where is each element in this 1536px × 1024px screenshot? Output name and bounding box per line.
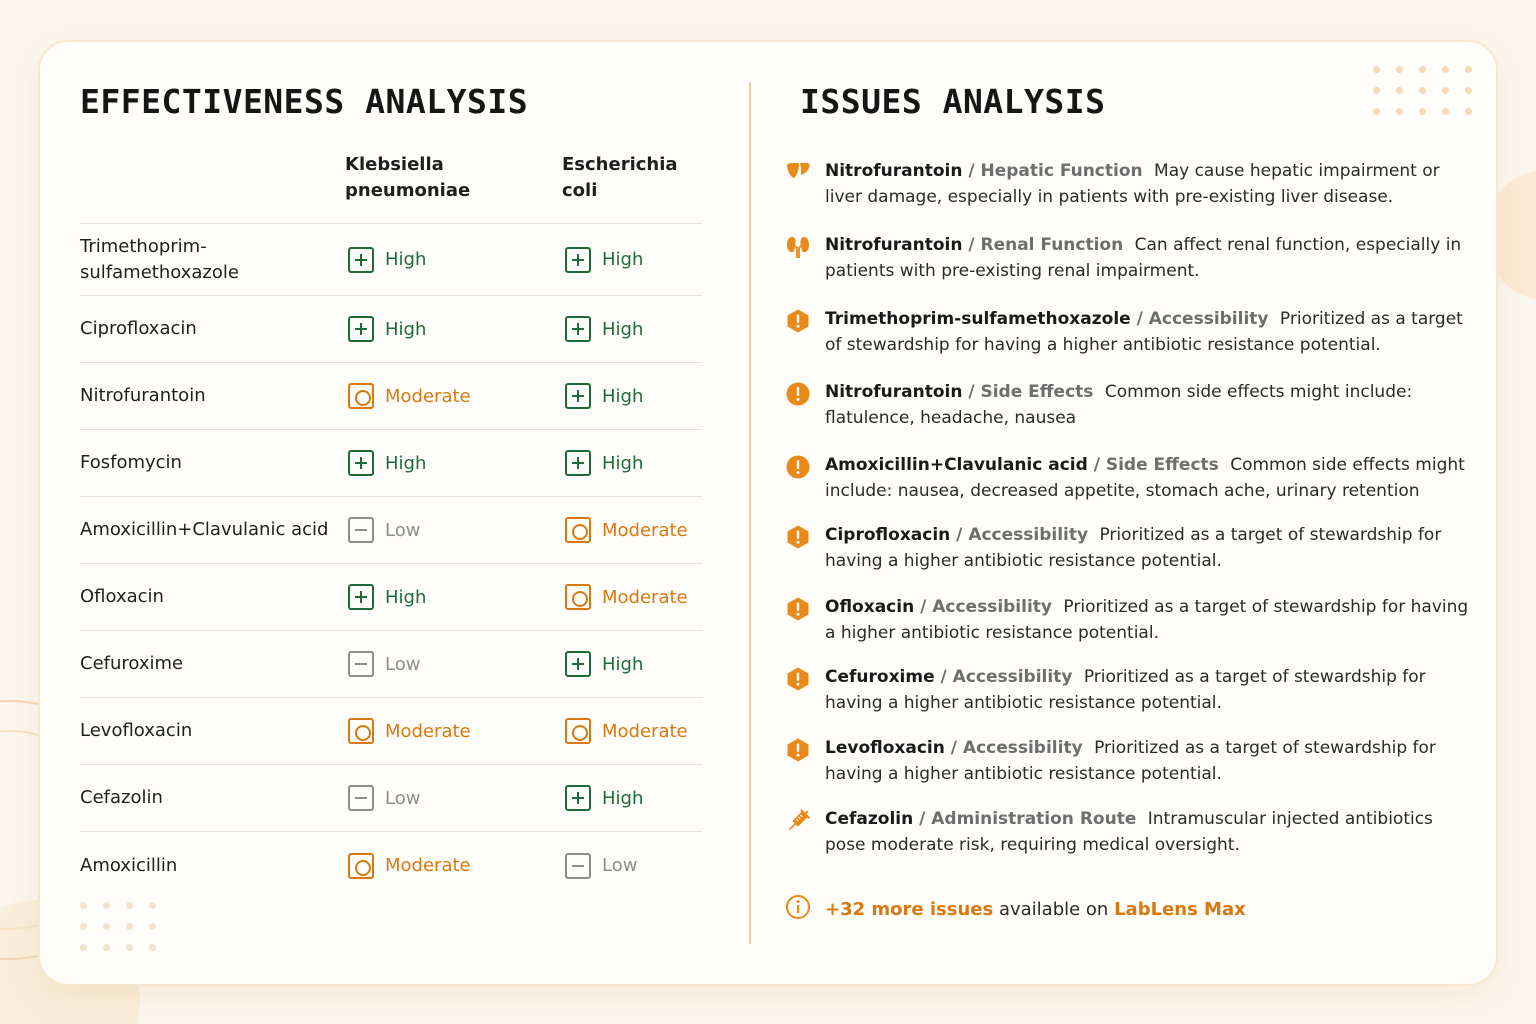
circle-box-icon [348, 383, 374, 409]
effectiveness-cell [565, 718, 688, 744]
drug-name: Fosfomycin [80, 452, 182, 473]
analysis-card [40, 42, 1496, 984]
issue-description: May cause hepatic impairment or liver damage, especially in patients with pre-existing liver disease. [825, 161, 1440, 207]
effectiveness-cell [565, 651, 643, 677]
effectiveness-cell [348, 247, 426, 273]
drug-name: Levofloxacin [80, 720, 193, 741]
issue-description: Intramuscular injected antibiotics pose moderate risk, requiring medical oversight. [825, 809, 1433, 855]
effectiveness-level: High [602, 318, 644, 340]
effectiveness-level: High [385, 249, 427, 270]
effectiveness-cell [565, 785, 643, 811]
issue-item [785, 522, 1475, 574]
issue-category: Side Effects [980, 382, 1094, 402]
column-header-ecoli: Escherichia coli [562, 154, 678, 201]
issue-drug: Cefuroxime [825, 667, 935, 687]
issue-description: Prioritized as a target of stewardship for having a higher antibiotic resistance potential. [825, 667, 1426, 713]
effectiveness-level: Moderate [385, 855, 471, 876]
table-row [80, 430, 702, 497]
effectiveness-cell [348, 383, 471, 409]
issue-drug: Nitrofurantoin [825, 161, 963, 181]
issue-item [785, 594, 1475, 646]
issue-category: Accessibility [952, 667, 1073, 687]
warning-circle-icon [785, 379, 825, 431]
drug-name: Ciprofloxacin [80, 318, 197, 339]
plus-box-icon [348, 450, 374, 476]
effectiveness-cell [565, 450, 643, 476]
plus-box-icon [565, 651, 591, 677]
warning-hexagon-icon [785, 594, 825, 646]
issue-separator: / [962, 161, 981, 181]
issue-drug: Levofloxacin [825, 738, 945, 758]
effectiveness-cell [348, 450, 426, 476]
issue-description: Prioritized as a target of stewardship for having a higher antibiotic resistance potential. [825, 525, 1442, 571]
issue-category: Accessibility [962, 738, 1083, 758]
effectiveness-level: Low [385, 519, 421, 541]
lablens-max-link[interactable]: LabLens Max [1114, 899, 1246, 920]
issue-separator: / [962, 235, 981, 255]
issue-description: Prioritized as a target of stewardship for having a higher antibiotic resistance potential. [825, 597, 1469, 643]
issue-drug: Amoxicillin+Clavulanic acid [825, 455, 1088, 475]
effectiveness-cell [565, 383, 643, 409]
effectiveness-level: Moderate [602, 586, 688, 608]
issue-description: Common side effects might include: nausea, decreased appetite, stomach ache, urinary retention [825, 455, 1465, 501]
more-issues-note [785, 894, 1246, 925]
table-header [80, 152, 702, 224]
plus-box-icon [348, 584, 374, 610]
effectiveness-level: High [385, 586, 427, 608]
effectiveness-cell [348, 785, 420, 811]
effectiveness-level: High [602, 452, 644, 474]
warning-hexagon-icon [785, 522, 825, 574]
info-icon [785, 894, 825, 925]
issue-text [825, 806, 1475, 858]
issue-item [785, 452, 1475, 504]
column-header-klebsiella: Klebsiella pneumoniae [345, 154, 471, 201]
issue-text [825, 158, 1475, 210]
syringe-icon [785, 806, 825, 858]
issue-text [825, 594, 1475, 646]
effectiveness-level: Moderate [385, 385, 471, 407]
issue-text [825, 664, 1475, 716]
effectiveness-cell [565, 853, 637, 879]
issue-item [785, 664, 1475, 716]
table-row [80, 765, 702, 832]
table-row [80, 497, 702, 564]
issue-separator: / [962, 382, 981, 402]
circle-box-icon [348, 718, 374, 744]
issue-item [785, 306, 1475, 358]
more-issues-text: available on [998, 899, 1109, 920]
issue-category: Accessibility [968, 525, 1089, 545]
warning-hexagon-icon [785, 735, 825, 787]
table-row [80, 564, 702, 631]
effectiveness-level: High [385, 452, 427, 474]
plus-box-icon [348, 247, 374, 273]
issue-separator: / [1130, 309, 1149, 329]
effectiveness-level: High [602, 787, 644, 809]
issue-drug: Ciprofloxacin [825, 525, 951, 545]
issues-title: ISSUES ANALYSIS [800, 82, 1106, 121]
issue-item [785, 806, 1475, 858]
issue-category: Side Effects [1105, 455, 1219, 475]
drug-name: Amoxicillin [80, 854, 178, 876]
plus-box-icon [565, 247, 591, 273]
effectiveness-level: Low [385, 787, 421, 809]
plus-box-icon [348, 316, 374, 342]
decorative-dots [1373, 66, 1472, 115]
effectiveness-level: Moderate [385, 720, 471, 742]
effectiveness-cell [348, 853, 471, 879]
circle-box-icon [565, 517, 591, 543]
issue-separator: / [950, 525, 969, 545]
effectiveness-cell [565, 247, 643, 273]
issue-item [785, 232, 1475, 284]
drug-name: Cefuroxime [80, 653, 184, 674]
effectiveness-cell [348, 718, 471, 744]
warning-hexagon-icon [785, 664, 825, 716]
drug-name: Amoxicillin+Clavulanic acid [80, 519, 329, 540]
panel-divider [749, 82, 751, 944]
drug-name: Ofloxacin [80, 586, 164, 607]
issue-separator: / [944, 738, 963, 758]
minus-box-icon [348, 785, 374, 811]
issue-drug: Nitrofurantoin [825, 382, 963, 402]
table-row [80, 296, 702, 363]
issue-item [785, 379, 1475, 431]
decorative-dots [80, 902, 156, 951]
issue-category: Hepatic Function [980, 161, 1143, 181]
effectiveness-level: High [602, 653, 644, 675]
effectiveness-level: Low [602, 855, 638, 876]
issue-separator: / [1087, 455, 1106, 475]
issue-drug: Ofloxacin [825, 597, 915, 617]
table-row [80, 631, 702, 698]
issue-description: Prioritized as a target of stewardship for having a higher antibiotic resistance potential. [825, 309, 1463, 355]
effectiveness-level: High [385, 318, 427, 340]
issue-category: Renal Function [980, 235, 1124, 255]
more-issues-count[interactable]: +32 more issues [825, 899, 994, 920]
table-row [80, 224, 702, 296]
issue-drug: Cefazolin [825, 809, 914, 829]
plus-box-icon [565, 450, 591, 476]
plus-box-icon [565, 383, 591, 409]
effectiveness-cell [565, 517, 688, 543]
effectiveness-level: High [602, 385, 644, 407]
issue-separator: / [934, 667, 953, 687]
kidney-icon [785, 232, 825, 284]
circle-box-icon [565, 584, 591, 610]
table-row [80, 832, 702, 899]
issue-text [825, 306, 1475, 358]
effectiveness-cell [348, 316, 426, 342]
plus-box-icon [565, 785, 591, 811]
drug-name: Cefazolin [80, 787, 163, 808]
effectiveness-table-body [80, 224, 702, 899]
issue-text [825, 379, 1475, 431]
issue-description: Prioritized as a target of stewardship for having a higher antibiotic resistance potential. [825, 738, 1436, 784]
issue-drug: Trimethoprim-sulfamethoxazole [825, 309, 1131, 329]
effectiveness-cell [348, 517, 420, 543]
drug-name: Trimethoprim-sulfamethoxazole [80, 235, 239, 283]
effectiveness-cell [348, 584, 426, 610]
effectiveness-cell [348, 651, 420, 677]
issue-text [825, 522, 1475, 574]
issue-category: Administration Route [931, 809, 1137, 829]
effectiveness-level: Low [385, 653, 421, 675]
effectiveness-level: High [602, 249, 644, 270]
issue-category: Accessibility [932, 597, 1052, 617]
issue-drug: Nitrofurantoin [825, 235, 963, 255]
effectiveness-level: Moderate [602, 519, 688, 541]
circle-box-icon [565, 718, 591, 744]
issue-separator: / [913, 809, 932, 829]
warning-hexagon-icon [785, 306, 825, 358]
issue-item [785, 735, 1475, 787]
minus-box-icon [565, 853, 591, 879]
issue-text [825, 452, 1475, 504]
effectiveness-cell [565, 584, 688, 610]
table-row [80, 698, 702, 765]
effectiveness-cell [565, 316, 643, 342]
minus-box-icon [348, 517, 374, 543]
effectiveness-level: Moderate [602, 720, 688, 742]
issue-item [785, 158, 1475, 210]
minus-box-icon [348, 651, 374, 677]
table-row [80, 363, 702, 430]
drug-name: Nitrofurantoin [80, 385, 206, 406]
issue-description: Common side effects might include: flatulence, headache, nausea [825, 382, 1413, 428]
issue-separator: / [914, 597, 933, 617]
plus-box-icon [565, 316, 591, 342]
effectiveness-title: EFFECTIVENESS ANALYSIS [80, 82, 529, 121]
circle-box-icon [348, 853, 374, 879]
liver-icon [785, 158, 825, 210]
warning-circle-icon [785, 452, 825, 504]
issue-text [825, 735, 1475, 787]
issue-category: Accessibility [1148, 309, 1269, 329]
issue-description: Can affect renal function, especially in patients with pre-existing renal impairment. [825, 235, 1462, 281]
issue-text [825, 232, 1475, 284]
